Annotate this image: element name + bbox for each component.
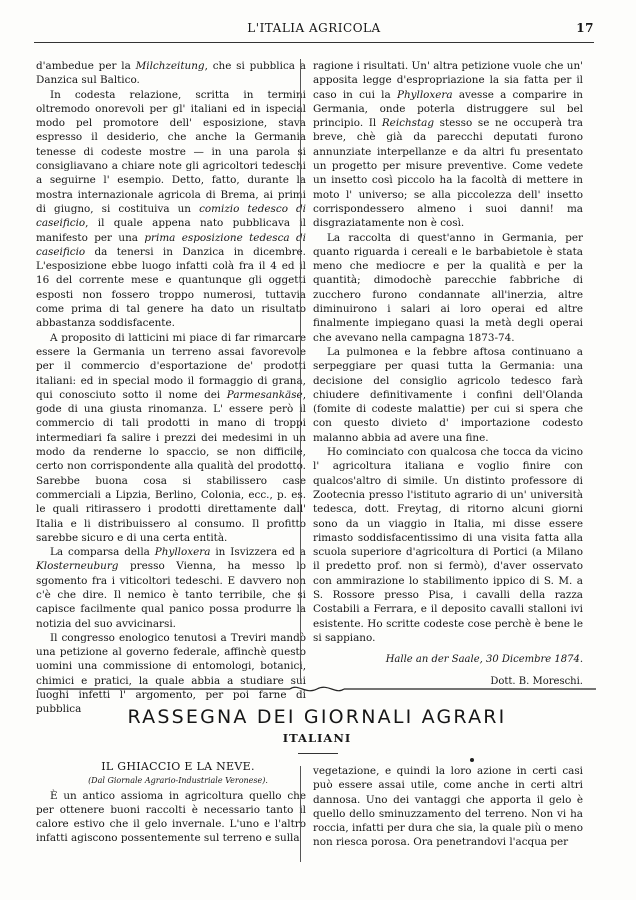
paragraph: vegetazione, e quindi la loro azione in certi casi può essere assai utile, come anche in certi altri dannosa. Uno dei vantaggi che apporta il gelo è quello dello sminuzzamento del terreno. Non vi ha roccia, infatti per dura che sia, la quale più o meno non riesca porosa. Ora penetrandovi l'acqua per — [313, 765, 583, 849]
paragraph: ragione i risultati. Un' altra petizione vuole che un' apposita legge d'espropriazione la sia fatta per il caso in cui la Phylloxera avesse a comparire in Germania, onde poterla distruggere sul bel principio. Il Reichstag stesso se ne occuperà tra breve, chè già da parecchi deputati furono annunziate interpellanze e da altri fu presentato un progetto per misure preventive. Come vedete un insetto così piccolo ha la facoltà di mettere in moto l' universo; se alla piccolezza dell' insetto corrispondessero almeno i suoi danni! ma disgraziatamente non è così. — [313, 60, 583, 230]
article-title: IL GHIACCIO E LA NEVE. — [101, 760, 255, 773]
header-rule — [34, 42, 594, 43]
paragraph: La raccolta di quest'anno in Germania, per quanto riguarda i cereali e le barbabietole è stata meno che mediocre e per la qualità e per la quantità; dimodochè parecchie fabbriche di zucchero furono condannate all'inerzia, altre diminuirono i salari ai loro operai ed altre finalmente impiegano quasi la metà degli operai che avevano nella campagna 1873-74. — [313, 231, 583, 344]
paragraph: d'ambedue per la Milchzeitung, che si pubblica a Danzica sul Baltico. — [36, 60, 306, 87]
article-right-column — [313, 764, 583, 850]
paragraph: In codesta relazione, scritta in termini oltremodo onorevoli per gl' italiani ed in ispecial modo pel promotore dell' esposizione, stava espresso il desiderio, che anche la Germania tenesse di codeste mostre — in una parola si consigliavano a chiare note gli agricoltori tedeschi a seguirne l' esempio. Detto, fatto, durante la mostra internazionale agricola di Brema, ai primi di giugno, si costituiva un comizio tedesco di caseificio, il quale appena nato pubblicava il manifesto per una prima esposizione tedesca di caseificio da tenersi in Danzica in dicembre. L'esposizione ebbe luogo infatti colà fra il 4 ed il 16 del corrente mese e quantunque gli oggetti esposti non fossero troppo numerosi, tuttavia come prima di tal genere ha dato un risultato abbastanza soddisfacente. — [36, 88, 306, 330]
article-source: (Dal Giornale Agrario-Industriale Veronese). — [88, 776, 268, 786]
page-number: 17 — [576, 21, 594, 35]
paragraph: La comparsa della Phylloxera in Isvizzera ed a Klosterneuburg presso Vienna, ha messo lo sgomento fra i viticoltori tedeschi. E davvero non c'è che dire. Il nemico è tanto terribile, che si capisce facilmente qual panico possa produrre la notizia del suo avvicinarsi. — [36, 546, 306, 630]
paragraph: Il congresso enologico tenutosi a Treviri mandò una petizione al governo federale, affinchè questo uomini una commissione di entomologi, botanici, chimici e pratici, la quale abbia a studiare sui luoghi infetti l' argomento, per poi farne di pubblica — [36, 631, 306, 716]
paragraph: È un antico assioma in agricoltura quello che per ottenere buoni raccolti è necessario tanto il calore estivo che il gelo invernale. L'uno e l'altro infatti agiscono possentemente sul terreno e sulla — [36, 789, 306, 845]
section-title: RASSEGNA DEI GIORNALI AGRARI — [127, 706, 507, 728]
column-rule — [300, 766, 301, 862]
short-rule — [298, 753, 338, 754]
section-subtitle: ITALIANI — [282, 731, 352, 745]
paragraph: Ho cominciato con qualcosa che tocca da vicino l' agricoltura italiana e voglio finire con qualcos'altro di simile. Un distinto professore di Zootecnia presso l'istituto agrario di un' università tedesca, dott. Freytag, di ritorno alcuni giorni sono da un viaggio in Italia, mi disse essere rimasto soddisfacentissimo di una visita fatta alla scuola superiore d'agricoltura di Portici (a Milano il predetto prof. non si fermò), d'aver osservato con ammirazione lo stabilimento ippico di S. M. a S. Rossore presso Pisa, i cavalli della razza Costabili a Ferrara, e il deposito cavalli stalloni ivi esistente. Ho scritte codeste cose perchè è bene le si sappiano. — [313, 446, 583, 644]
signature-place-date: Halle an der Saale, 30 Dicembre 1874. — [385, 654, 583, 666]
signature-author: Dott. B. Moreschi. — [490, 676, 583, 688]
paragraph: A proposito di latticini mi piace di far rimarcare essere la Germania un terreno assai favorevole per il commercio d'esportazione de' prodotti italiani: ed in special modo il formaggio di grana, qui conosciuto sotto il nome dei Parmesankäse, gode di una giusta rinomanza. L' essere però il commercio di tali prodotti in mano di troppi intermediari fa salire i prezzi dei medesimi in un modo da renderne lo spaccio, se non difficile, certo non corrispondente alla qualità del prodotto. Sarebbe buona cosa si stabilissero case commerciali a Lipzia, Berlino, Colonia, ecc., p. es. le quali ritirassero i prodotti direttamente dall' Italia e li distribuissero al consumo. Il profitto sarebbe sicuro e di una certa entità. — [36, 331, 306, 544]
running-header — [34, 18, 594, 42]
left-column — [36, 59, 306, 717]
journal-title: L'ITALIA AGRICOLA — [247, 21, 381, 35]
article-left-column — [36, 760, 306, 846]
ornamental-divider — [36, 683, 598, 695]
paragraph: La pulmonea e la febbre aftosa continuano a serpeggiare per quasi tutta la Germania: una decisione del consiglio agricolo tedesco farà chiudere definitivamente i confini dell'Olanda (fomite di codeste malattie) per cui si spera che con questo divieto d' importazione codesto malanno abbia ad avere una fine. — [313, 345, 583, 444]
dot-mark — [470, 758, 474, 762]
column-rule — [300, 59, 301, 681]
right-column — [313, 59, 583, 690]
